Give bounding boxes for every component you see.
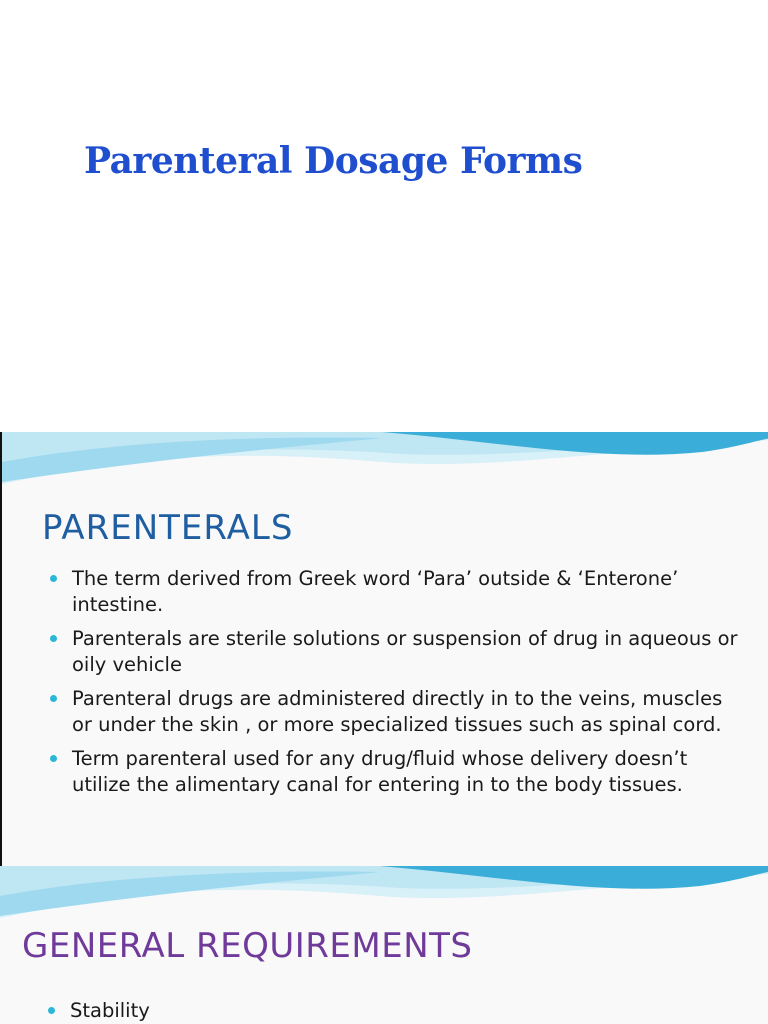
wave-banner [2, 432, 768, 502]
bullet-item: Parenterals are sterile solutions or suspension of drug in aqueous or oily vehicle [48, 626, 748, 678]
bullet-list [46, 998, 746, 1024]
bullet-item: Stability [46, 998, 746, 1024]
bullet-item: Parenteral drugs are administered directly in to the veins, muscles or under the skin , or more specialized tissues such as spinal cord. [48, 686, 748, 738]
title-slide [0, 0, 768, 432]
slide-general-requirements [0, 866, 768, 1024]
document-title: Parenteral Dosage Forms [84, 140, 583, 182]
bullet-item: Term parenteral used for any drug/fluid whose delivery doesn’t utilize the alimentary canal for entering in to the body tissues. [48, 746, 748, 798]
slide-heading: PARENTERALS [42, 508, 294, 548]
bullet-item: The term derived from Greek word ‘Para’ outside & ‘Enterone’ intestine. [48, 566, 748, 618]
slide-heading: GENERAL REQUIREMENTS [22, 926, 473, 966]
bullet-list [48, 566, 748, 806]
slide-parenterals [0, 432, 768, 866]
